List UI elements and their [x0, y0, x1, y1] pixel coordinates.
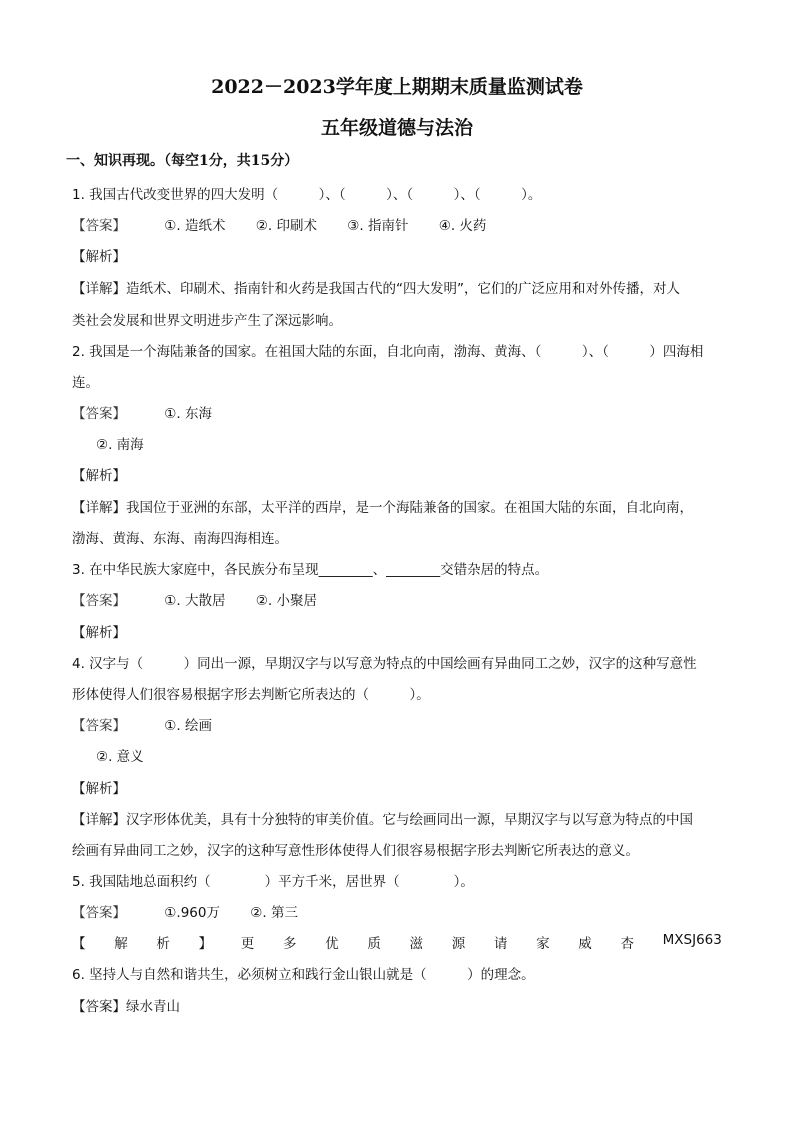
question-5: 5. 我国陆地总面积约（ ）平方千米，居世界（ ）。	[72, 874, 474, 890]
q5-analysis-row	[72, 932, 722, 952]
q6-answer: 绿水青山	[126, 999, 180, 1015]
q4-answer-1: ①. 绘画	[164, 718, 212, 734]
q1-detail-line2: 类社会发展和世界文明进步产生了深远影响。	[72, 313, 342, 329]
question-6: 6. 坚持人与自然和谐共生，必须树立和践行金山银山就是（ ）的理念。	[72, 967, 535, 983]
analysis-char: 更	[240, 936, 255, 952]
q2-detail	[72, 496, 693, 516]
q2-answer-1: ①. 东海	[164, 406, 212, 422]
q2-detail-line2: 渤海、黄海、东海、南海四海相连。	[72, 531, 288, 547]
q1-detail-text: 造纸术、印刷术、指南针和火药是我国古代的“四大发明”，它们的广泛应用和对外传播，对人	[126, 281, 680, 297]
analysis-char: 析	[156, 936, 170, 952]
exam-title: 2022－2023学年度上期期末质量监测试卷	[211, 76, 583, 98]
detail-tag: 【详解】	[72, 281, 126, 297]
analysis-char: 优	[325, 936, 339, 952]
q1-answer-3: ③. 指南针	[347, 218, 409, 234]
exam-subtitle: 五年级道德与法治	[320, 117, 473, 139]
q2-detail-text: 我国位于亚洲的东部，太平洋的西岸，是一个海陆兼备的国家。在祖国大陆的东面，自北向南，	[126, 500, 693, 516]
question-2-line2: 连。	[72, 375, 99, 391]
analysis-char: 】	[198, 936, 213, 952]
q3-analysis-tag: 【解析】	[72, 625, 126, 641]
analysis-code: MXSJ663	[662, 932, 722, 948]
question-1: 1. 我国古代改变世界的四大发明（ ）、（ ）、（ ）、（ ）。	[72, 187, 542, 203]
detail-tag: 【详解】	[72, 812, 126, 828]
q4-answer-2: ②. 意义	[96, 749, 144, 765]
question-3: 3. 在中华民族大家庭中，各民族分布呈现________、________交错杂居的特点。	[72, 562, 549, 578]
q1-answer-row	[72, 214, 512, 234]
q1-analysis-tag: 【解析】	[72, 249, 126, 265]
answer-tag: 【答案】	[72, 718, 126, 734]
q3-answer-2: ②. 小聚居	[255, 593, 317, 609]
analysis-char: 多	[282, 936, 297, 952]
analysis-char: 解	[114, 936, 128, 952]
q4-detail-text: 汉字形体优美，具有十分独特的审美价值。它与绘画同出一源，早期汉字与以写意为特点的中国	[126, 812, 693, 828]
q5-answer-2: ②. 第三	[250, 905, 298, 921]
question-2: 2. 我国是一个海陆兼备的国家。在祖国大陆的东面，自北向南，渤海、黄海、（ ）、（ ）四海相	[72, 344, 704, 360]
analysis-char: 威	[578, 936, 592, 952]
section-heading: 一、知识再现。（每空1分，共15分）	[66, 153, 299, 169]
answer-tag: 【答案】	[72, 999, 126, 1015]
analysis-char: 家	[536, 936, 550, 952]
q4-detail	[72, 808, 693, 828]
analysis-char: 滋	[409, 936, 423, 952]
q1-answer-4: ④. 火药	[438, 218, 487, 234]
analysis-char: 请	[493, 936, 508, 952]
q1-answer-2: ②. 印刷术	[255, 218, 317, 234]
q4-detail-line2: 绘画有异曲同工之妙，汉字的这种写意性形体使得人们很容易根据字形去判断它所表达的意义。	[72, 843, 639, 859]
q6-answer-row	[72, 995, 180, 1015]
question-4: 4. 汉字与（ ）同出一源，早期汉字与以写意为特点的中国绘画有异曲同工之妙，汉字的这种写意性	[72, 656, 697, 672]
answer-tag: 【答案】	[72, 593, 126, 609]
q4-answer-row	[72, 714, 212, 734]
q2-answer-2: ②. 南海	[96, 437, 144, 453]
detail-tag: 【详解】	[72, 500, 126, 516]
q1-answer-1: ①. 造纸术	[164, 218, 226, 234]
answer-tag: 【答案】	[72, 406, 126, 422]
q1-detail	[72, 277, 680, 297]
analysis-char: 杏	[620, 936, 634, 952]
q2-answer-row	[72, 402, 212, 422]
analysis-char: 【	[72, 936, 86, 952]
analysis-char: 质	[367, 936, 381, 952]
q5-answer-row	[72, 901, 324, 921]
q5-answer-1: ①.960万	[164, 905, 220, 921]
analysis-char: 源	[451, 936, 466, 952]
answer-tag: 【答案】	[72, 905, 126, 921]
answer-tag: 【答案】	[72, 218, 126, 234]
q3-answer-row	[72, 589, 343, 609]
question-4-line2: 形体使得人们很容易根据字形去判断它所表达的（ ）。	[72, 687, 430, 703]
q3-answer-1: ①. 大散居	[164, 593, 226, 609]
q4-analysis-tag: 【解析】	[72, 781, 126, 797]
q2-analysis-tag: 【解析】	[72, 468, 126, 484]
